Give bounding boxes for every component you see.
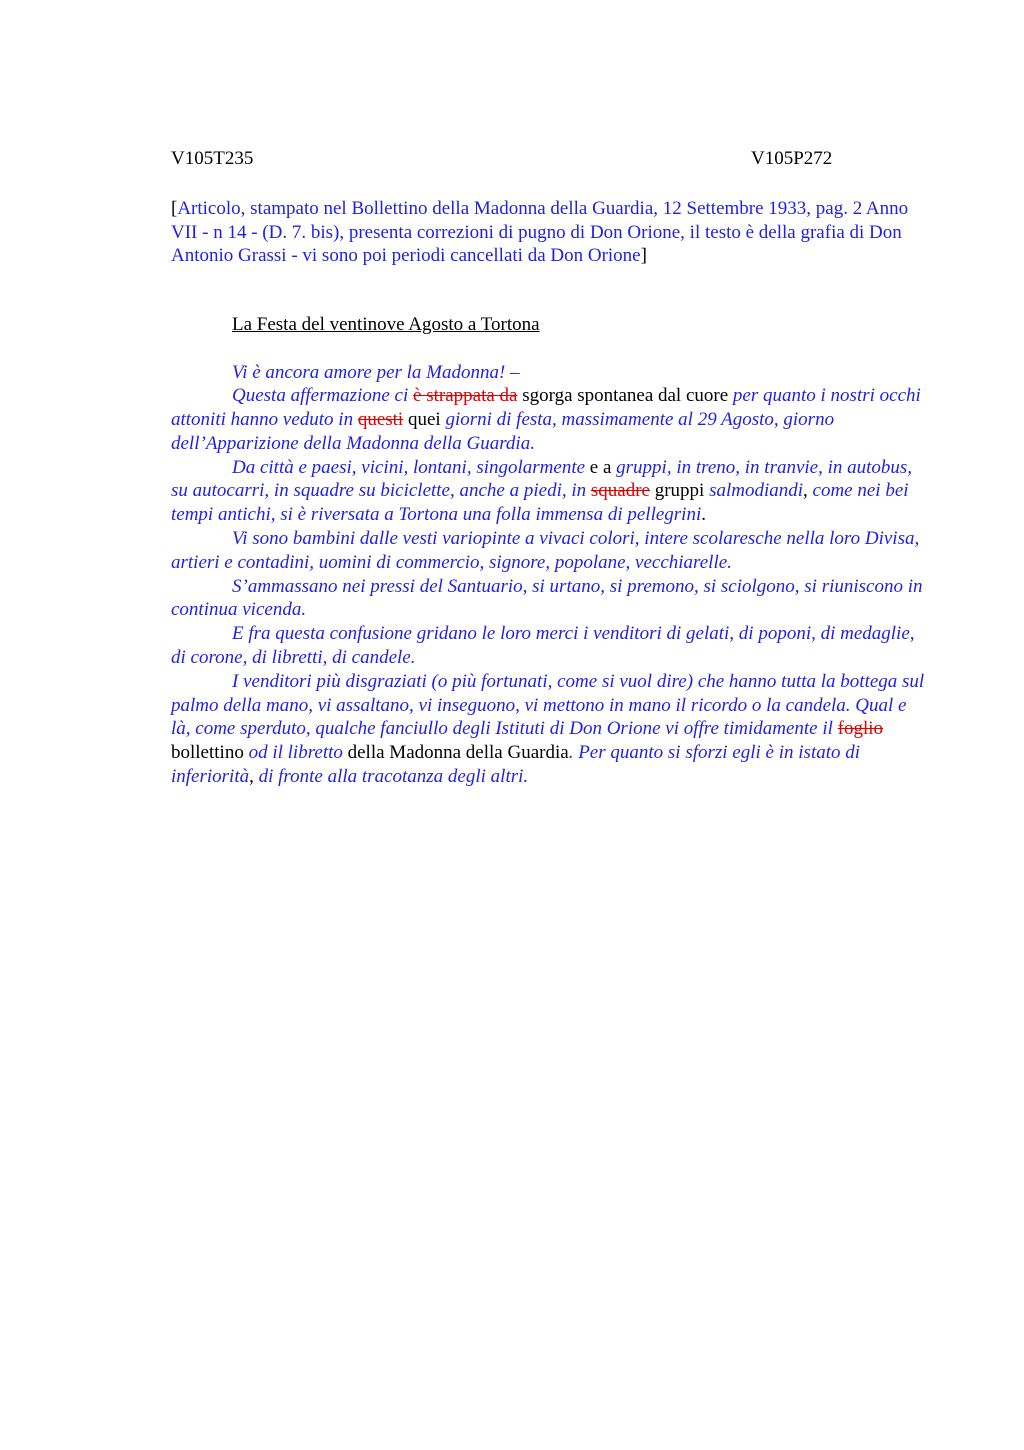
deleted-text: foglio bbox=[837, 718, 884, 740]
paragraph-7 bbox=[171, 670, 926, 789]
paragraph-text: per quanto i nostri occhi attoniti hanno veduto in bbox=[171, 385, 921, 431]
paragraph-5 bbox=[171, 575, 926, 623]
paragraph-text: giorni di festa, massimamente al 29 Agosto, giorno dell’Apparizione della Madonna della Guardia. bbox=[171, 409, 835, 454]
paragraph-text: salmodiandi bbox=[709, 480, 804, 502]
paragraph-text: come nei bei tempi antichi, si è riversata a Tortona una folla immensa di pellegrini bbox=[171, 480, 909, 526]
correction-text: , bbox=[803, 480, 813, 502]
correction-text: bollettino bbox=[171, 742, 249, 764]
paragraph-1 bbox=[171, 361, 926, 385]
paragraph-text: S’ammassano nei pressi del Santuario, si urtano, si premono, si sciolgono, si riuniscono in continua vicenda. bbox=[171, 575, 923, 621]
correction-text: quei bbox=[403, 409, 446, 431]
article-body bbox=[171, 361, 926, 789]
correction-text: . bbox=[701, 504, 706, 526]
deleted-text: squadre bbox=[590, 480, 650, 502]
paragraph-4 bbox=[171, 527, 926, 575]
paragraph-6 bbox=[171, 622, 926, 670]
right-code: V105P272 bbox=[751, 148, 833, 169]
paragraph-text: od il libretto bbox=[248, 742, 343, 764]
paragraph-text: . Per quanto si sforzi egli è in istato di inferiorità bbox=[171, 742, 861, 788]
correction-text: della Madonna della Guardia bbox=[342, 742, 569, 764]
paragraph-text: gruppi, in treno, in tranvie, in autobus, su autocarri, in squadre su biciclette, anche a piedi, in bbox=[171, 456, 913, 502]
document-codes bbox=[171, 147, 931, 171]
deleted-text: è strappata da bbox=[413, 385, 518, 407]
paragraph-text: Da città e paesi, vicini, lontani, singolarmente bbox=[232, 456, 586, 478]
paragraph-text: E fra questa confusione gridano le loro merci i venditori di gelati, di poponi, di medaglie, di corone, di libretti, di candele. bbox=[171, 623, 915, 669]
editorial-note bbox=[171, 197, 931, 268]
correction-text: e a bbox=[585, 456, 617, 478]
paragraph-text: Vi sono bambini dalle vesti variopinte a vivaci colori, intere scolaresche nella loro Divisa, artieri e contadini, uomini di commercio, signore, popolane, vecchiarelle. bbox=[171, 528, 920, 573]
deleted-text: questi bbox=[357, 409, 404, 431]
paragraph-text: Questa affermazione ci bbox=[232, 385, 414, 407]
paragraph-2 bbox=[171, 384, 926, 455]
left-code: V105T235 bbox=[171, 148, 254, 169]
correction-text: gruppi bbox=[649, 480, 710, 502]
paragraph-text: di fronte alla tracotanza degli altri. bbox=[253, 766, 529, 788]
note-text: Articolo, stampato nel Bollettino della Madonna della Guardia, 12 Settembre 1933, pag. 2 Anno VII - n 14 - (D. 7. bis), presenta correzioni di pugno di Don Orione, il testo è della grafia di Don Antonio Grassi - vi sono poi periodi cancellati da Don Orione bbox=[171, 198, 909, 266]
correction-text: , bbox=[249, 766, 254, 788]
note-close-bracket: ] bbox=[640, 245, 647, 266]
note-open-bracket: [ bbox=[171, 198, 178, 219]
document-page bbox=[171, 147, 931, 789]
article-title bbox=[171, 313, 931, 337]
paragraph-text: Vi è ancora amore per la Madonna! – bbox=[232, 361, 520, 383]
paragraph-3 bbox=[171, 456, 926, 527]
article-title-text: La Festa del ventinove Agosto a Tortona bbox=[232, 313, 540, 335]
paragraph-text: I venditori più disgraziati (o più fortunati, come si vuol dire) che hanno tutta la bottega sul palmo della mano, vi assaltano, vi inseguono, vi mettono in mano il ricordo o la candela. Qual e là, come sperduto, qualche fanciullo degli Istituti di Don Orione vi offre timidamente il bbox=[171, 670, 925, 740]
correction-text: sgorga spontanea dal cuore bbox=[517, 385, 733, 407]
